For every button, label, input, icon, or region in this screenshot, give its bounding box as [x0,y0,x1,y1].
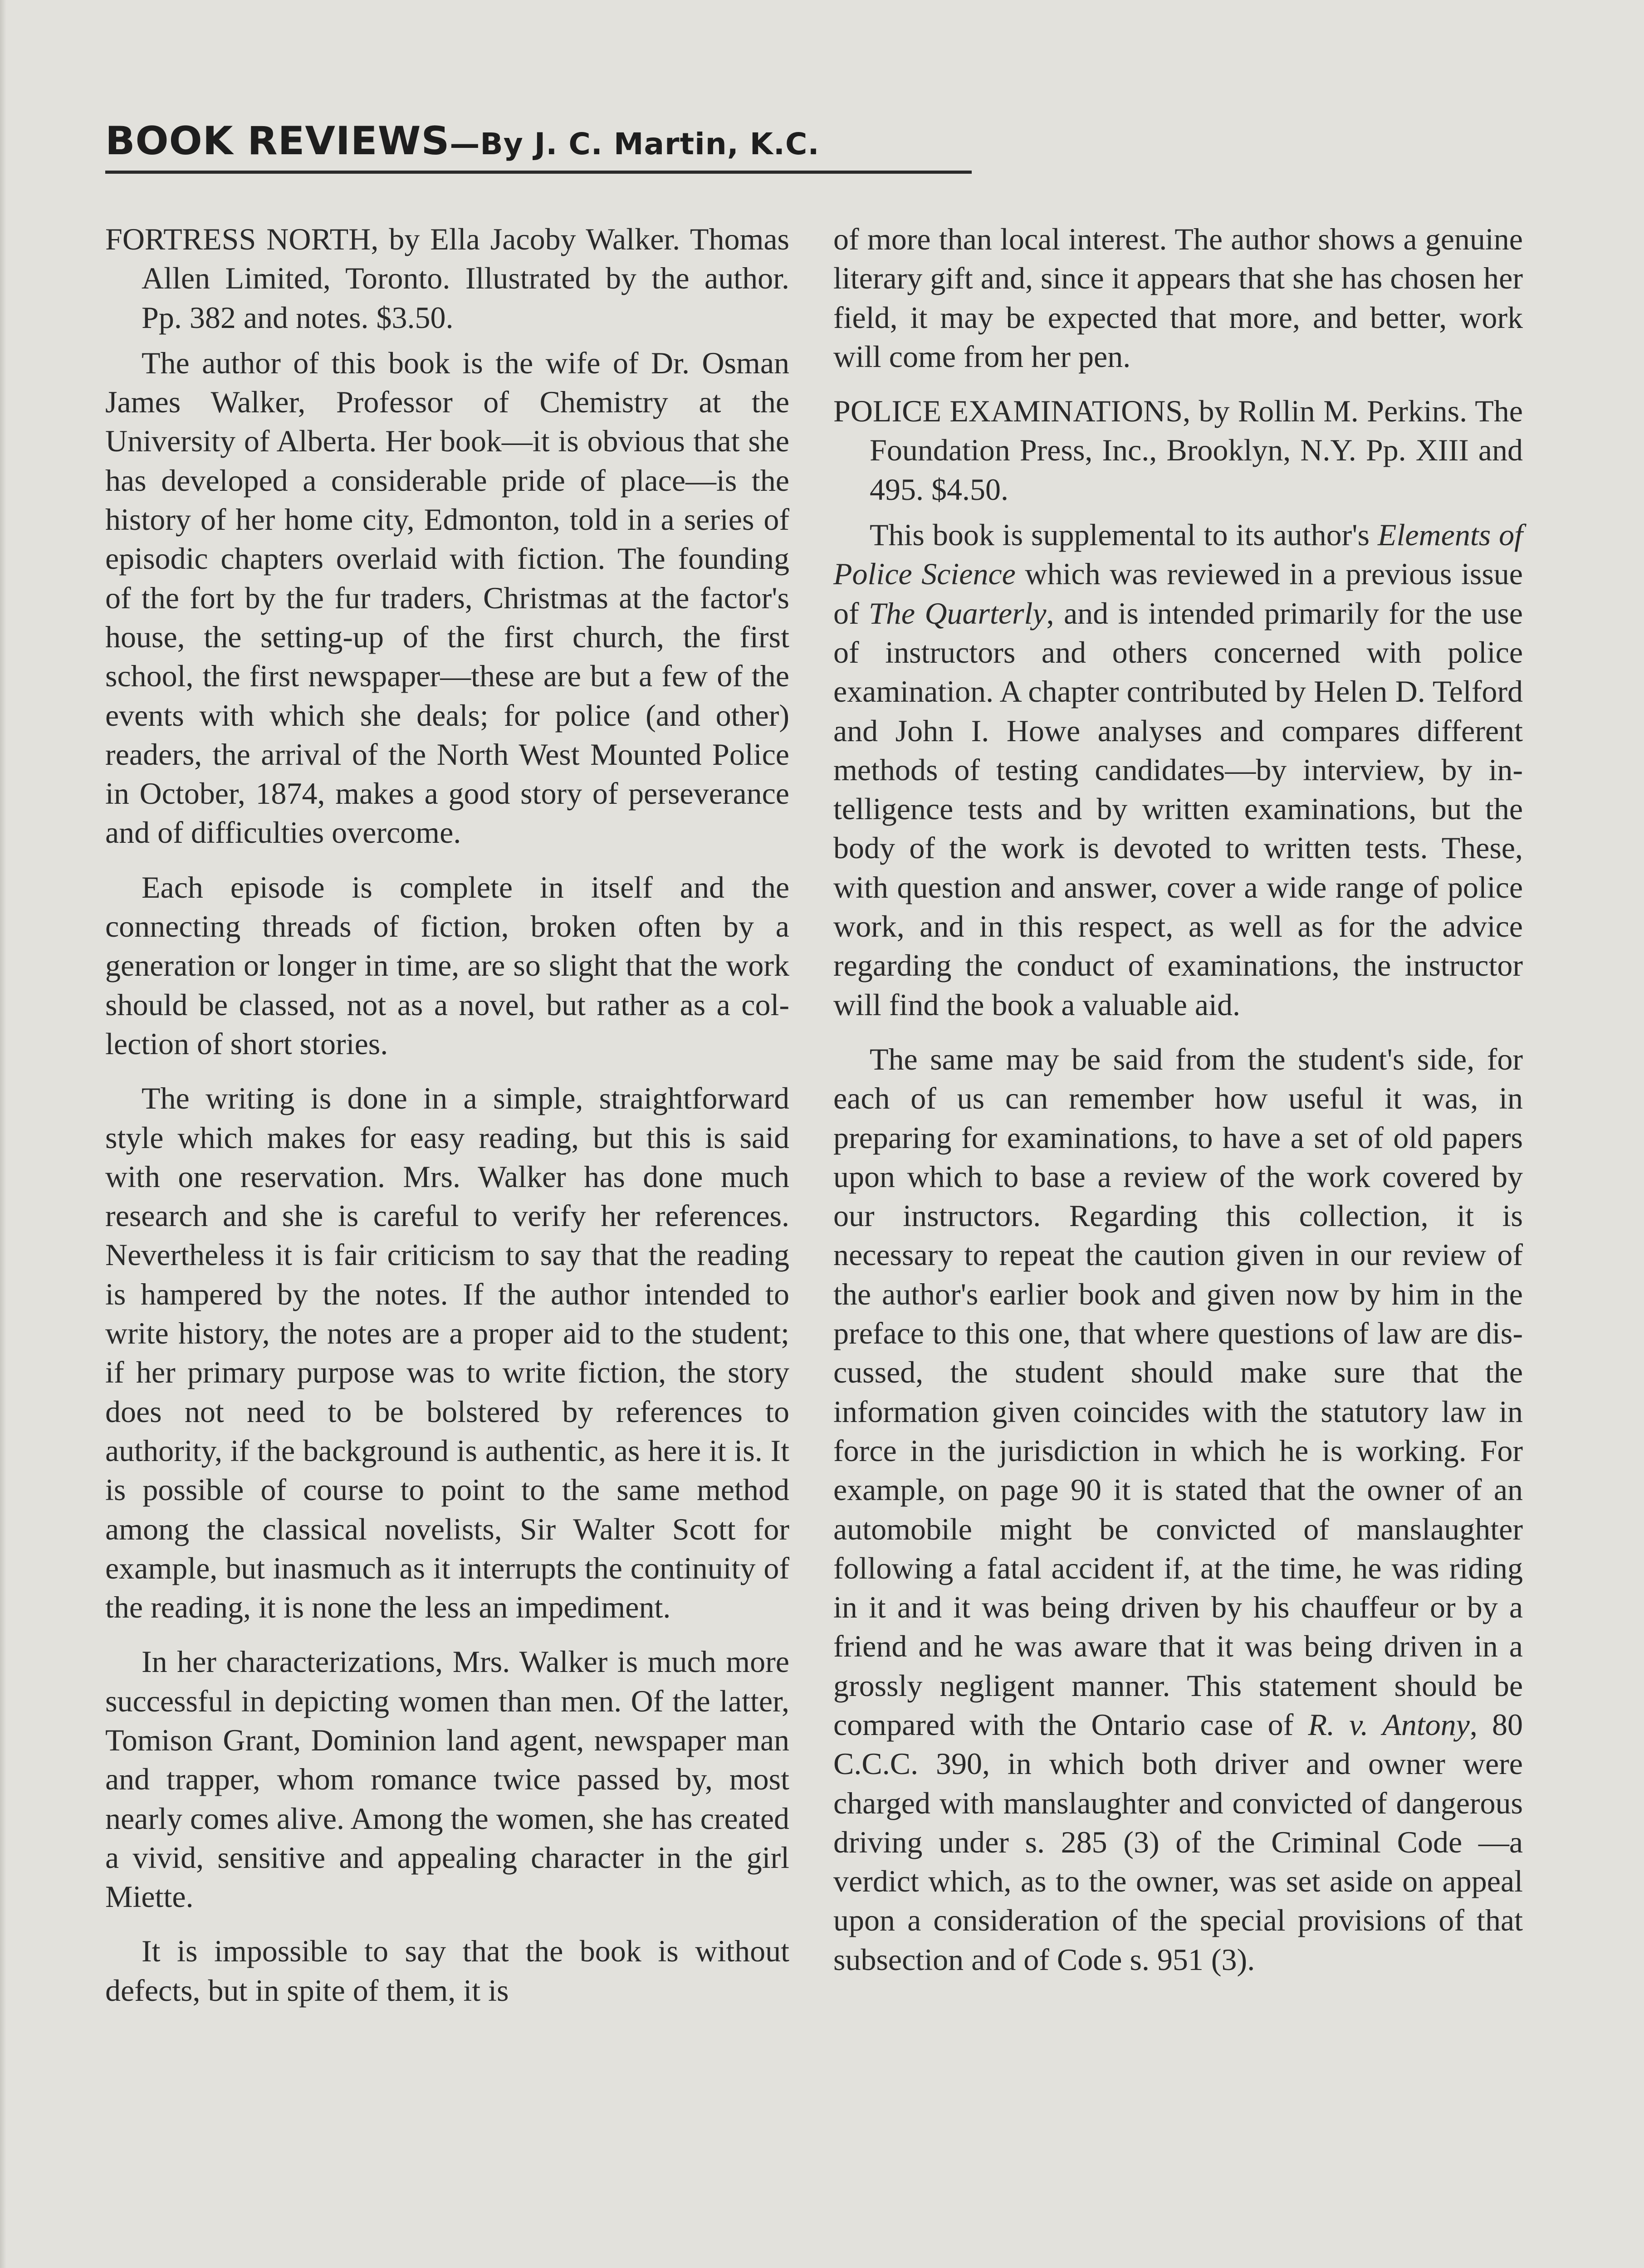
page-header [105,118,972,174]
title-text: BOOK REVIEWS [105,118,450,164]
publication-title: The Quarterly [869,596,1047,631]
review-heading-fortress-north: FORTRESS NORTH, by Ella Jacoby Walker. Thomas Allen Limited, Toronto. Illustrated by the author. Pp. 382 and notes. $3.50. [105,222,789,335]
text: which was reviewed in a previous issue of [833,557,1523,631]
text: The same may be said from the student's side, for each of us can remember how useful it was, in preparing for examinations, to have a set of old papers upon which to base a review of the work covered by our instructors. Regarding this collection, it is necessary to repeat the caution given in our review of the author's earlier book and given now by him in the preface to this one, that where questions of law are discussed, the student should make sure that the information given coincides with the statutory law in force in the jurisdiction in which he is working. For example, on page 90 it is stated that the owner of an automobile might be convicted of manslaughter following a fatal accident if, at the time, he was riding in it and it was being driven by his chauffeur or by a friend and he was aware that it was being driven in a grossly negligent manner. This statement should be compared with the Ontario case of [833,1041,1523,1742]
text: This book is supplemental to its author's [870,518,1378,552]
paragraph: In her characterizations, Mrs. Walker is much more successful in depicting women than men. Of the latter, Tomison Grant, Dominion land agent, newspaper man and trapper, whom romance twice passed by, most nearly comes alive. Among the women, she has created a vivid, sensitive and appealing character in the girl Miette. [105,1644,789,1914]
paragraph: of more than local interest. The author shows a genuine literary gift and, since it appears that she has chosen her field, it may be expected that more, and better, work will come from her pen. [833,222,1523,374]
paragraph: Each episode is complete in itself and the connecting threads of fiction, broken often by a generation or longer in time, are so slight that the work should be classed, not as a novel, but rather as a collection of short stories. [105,870,789,1061]
case-citation: R. v. Antony [1308,1707,1470,1742]
left-column [105,220,789,2010]
paragraph [833,1040,1523,1979]
right-column [833,220,1523,1979]
review-heading-police-examinations: POLICE EXAMINATIONS, by Rollin M. Perkins. The Foundation Press, Inc., Brooklyn, N.Y. Pp. XIII and 495. $4.50. [833,394,1523,507]
header-rule [105,171,972,174]
text: , 80 C.C.C. 390, in which both driver and owner were charged with manslaughter and convicted of dangerous driving under s. 285 (3) of the Criminal Code —a verdict which, as to the owner, was set aside on appeal upon a consideration of the special provisions of that subsection and of Code s. 951 (3). [833,1707,1523,1977]
paragraph: The author of this book is the wife of Dr. Osman James Walker, Professor of Chemistry at the University of Alberta. Her book—it is obvious that she has developed a considerable pride of place—is the history of her home city, Edmonton, told in a series of episodic chapters overlaid with fiction. The founding of the fort by the fur traders, Christmas at the factor's house, the setting-up of the first church, the first school, the first newspaper—these are but a few of the events with which she deals; for police (and other) readers, the arrival of the North West Mounted Police in October, 1874, makes a good story of perseverance and of difficulties overcome. [105,345,789,850]
byline: —By J. C. Martin, K.C. [450,127,820,161]
paragraph [833,515,1523,1024]
paragraph: The writing is done in a simple, straightforward style which makes for easy reading, but this is said with one reservation. Mrs. Walker has done much research and she is careful to verify her references. Nevertheless it is fair criticism to say that the reading is hampered by the notes. If the author intended to write history, the notes are a proper aid to the student; if her primary purpose was to write fiction, the story does not need to be bolstered by references to authority, if the background is authentic, as here it is. It is possible of course to point to the same method among the classical novelists, Sir Walter Scott for example, but inasmuch as it interrupts the continuity of the reading, it is none the less an impediment. [105,1081,789,1625]
page-edge [0,0,6,2268]
section-title [105,118,972,164]
text: , and is intended primarily for the use of instructors and others concerned with police examination. A chapter contributed by Helen D. Telford and John I. Howe analyses and compares different methods of testing candidates—by interview, by intelligence tests and by written examinations, but the body of the work is devoted to written tests. These, with question and answer, cover a wide range of police work, and in this respect, as well as for the advice regarding the conduct of examinations, the instructor will find the book a valuable aid. [833,596,1523,1022]
book-title: Elements of Police Science [833,518,1523,591]
paragraph: It is impossible to say that the book is without defects, but in spite of them, it is [105,1934,789,2008]
